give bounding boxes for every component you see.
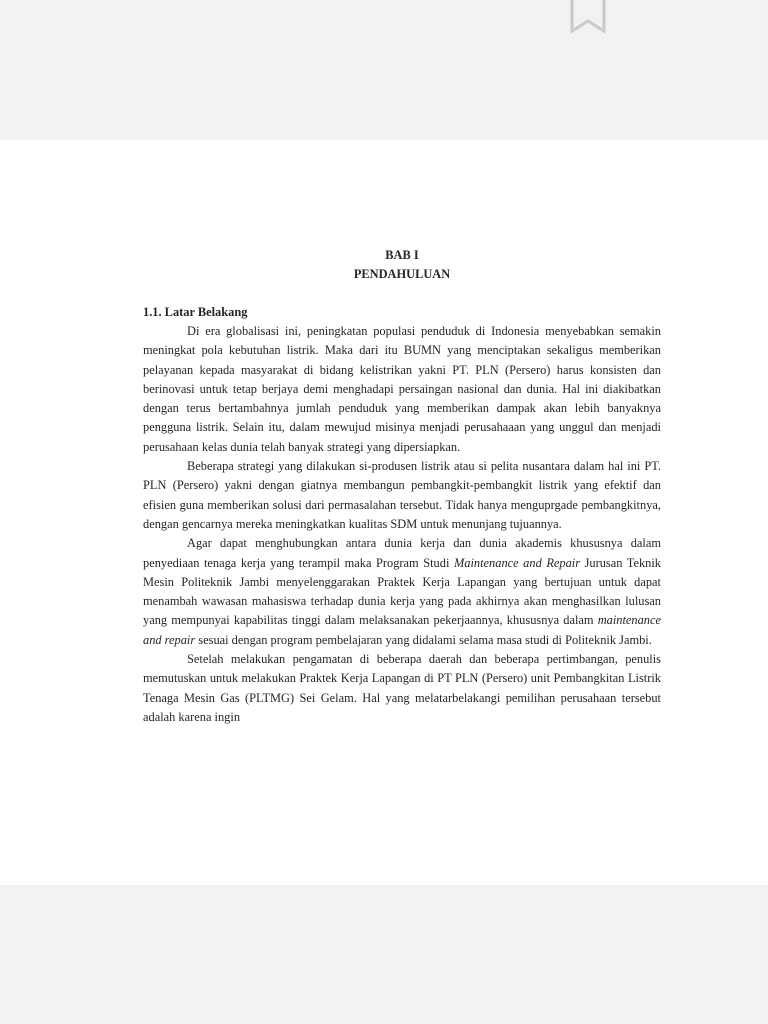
- paragraph-3-text-2: Jurusan Teknik Mesin Politeknik Jambi menyelenggarakan Praktek Kerja Lapangan yang bertujuan untuk dapat menambah wawasan mahasiswa terhadap dunia kerja yang pada akhirnya akan menghasilkan lulusan yang mempunyai kapabilitas tinggi dalam melaksanakan pekerjaannya, khususnya dalam: [143, 555, 662, 628]
- paragraph-3: [143, 534, 661, 650]
- bookmark-icon[interactable]: [570, 0, 606, 34]
- paragraph-2: Beberapa strategi yang dilakukan si-produsen listrik atau si pelita nusantara dalam hal ini PT. PLN (Persero) yakni dengan giatnya membangun pembangkit-pembangkit listrik yang efektif dan efisien guna memberikan solusi dari permasalahan tersebut. Tidak hanya menguprgade pembangkitnya, dengan gencarnya mereka meningkatkan kualitas SDM untuk menunjang tujuannya.: [143, 459, 661, 531]
- paragraph-3-italic-1: Maintenance and Repair: [453, 555, 581, 570]
- chapter-title: PENDAHULUAN: [353, 267, 451, 281]
- paragraph-3-italic-2: maintenance and repair: [143, 613, 661, 647]
- paragraph-1: Di era globalisasi ini, peningkatan populasi penduduk di Indonesia menyebabkan semakin meningkat pola kebutuhan listrik. Maka dari itu BUMN yang menciptakan sekaligus memberikan pelayanan kepada masyarakat di bidang kelistrikan yakni PT. PLN (Persero) harus konsisten dan berinovasi untuk tetap berjaya demi menghadapi persaingan nasional dan dunia. Hal ini diakibatkan dengan terus bertambahnya jumlah penduduk yang memberikan dampak akan lebih banyaknya pengguna listrik. Selain itu, dalam mewujud misinya menjadi perusahaaan yang unggul dan menjadi perusahaan kelas dunia telah banyak strategi yang dipersiapkan.: [143, 324, 661, 454]
- chapter-number: BAB I: [385, 248, 419, 262]
- paragraph-3-text-3: sesuai dengan program pembelajaran yang didalami selama masa studi di Politeknik Jambi.: [195, 632, 652, 647]
- section-heading: 1.1. Latar Belakang: [143, 305, 248, 319]
- paragraph-4: Setelah melakukan pengamatan di beberapa daerah dan beberapa pertimbangan, penulis memutuskan untuk melakukan Praktek Kerja Lapangan di PT PLN (Persero) unit Pembangkitan Listrik Tenaga Mesin Gas (PLTMG) Sei Gelam. Hal yang melatarbelakangi pemilihan perusahaan tersebut adalah karena ingin: [143, 652, 661, 724]
- paragraph-3-text-1: Agar dapat menghubungkan antara dunia kerja dan dunia akademis khususnya dalam penyediaan tenaga kerja yang terampil maka Program Studi: [143, 536, 661, 570]
- page-content: [143, 246, 661, 727]
- document-page: [0, 140, 768, 885]
